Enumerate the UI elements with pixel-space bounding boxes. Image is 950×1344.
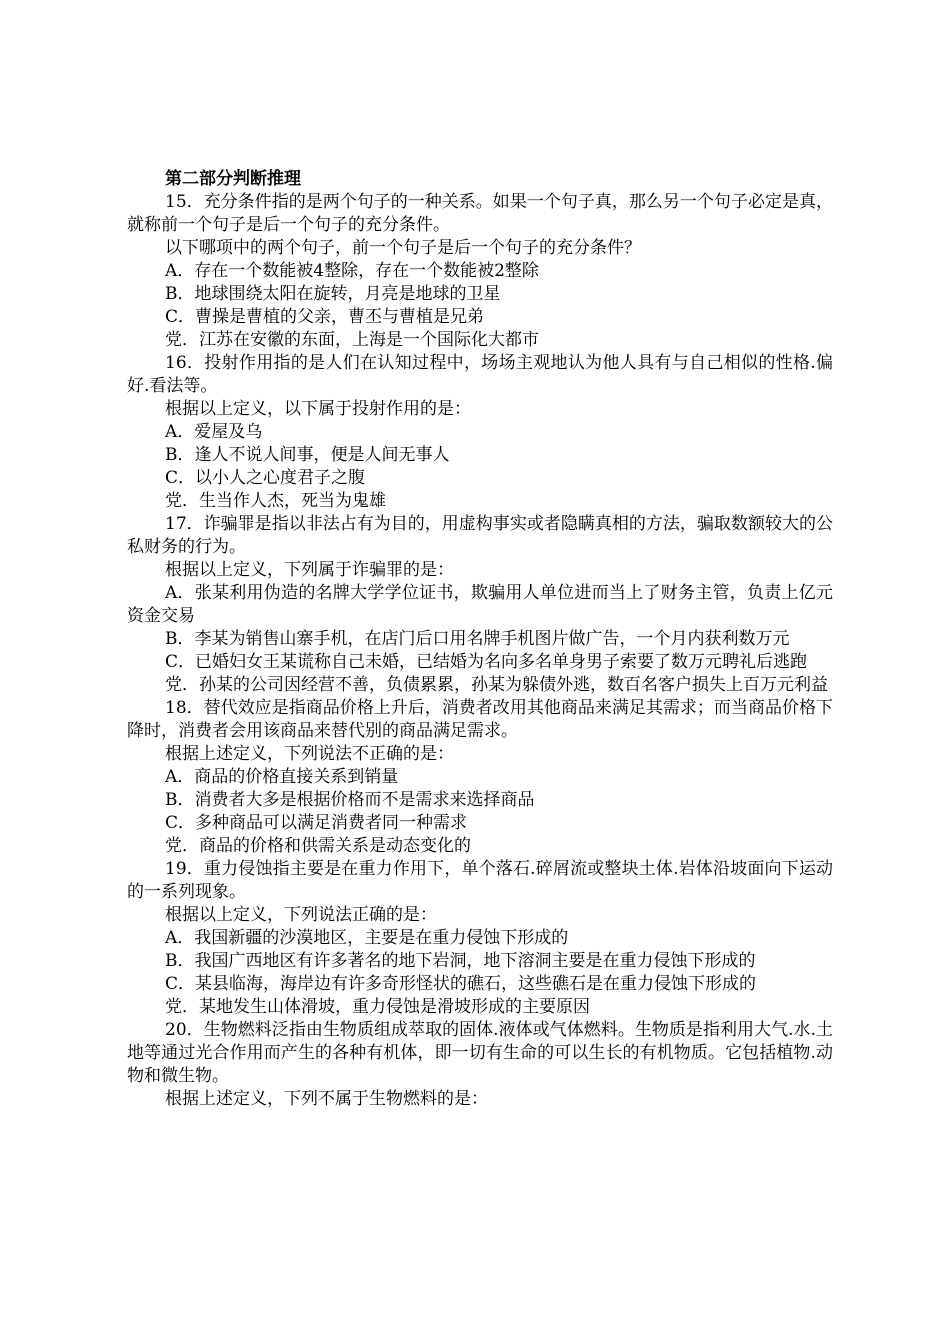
question-prompt: 根据以上定义，下列说法正确的是：: [165, 905, 437, 925]
option-a: A．爱屋及乌: [165, 422, 263, 442]
option-c: C．以小人之心度君子之腹: [165, 468, 366, 488]
option-a: A．商品的价格直接关系到销量: [165, 767, 399, 787]
question-prompt: 根据以上定义，以下属于投射作用的是：: [165, 399, 471, 419]
question-prompt: 根据以上定义，下列属于诈骗罪的是：: [165, 560, 454, 580]
question-stem: 17．诈骗罪是指以非法占有为目的，用虚构事实或者隐瞒真相的方法，骗取数额较大的公私财务的行为。: [127, 514, 833, 557]
question-stem: 20．生物燃料泛指由生物质组成萃取的固体.液体或气体燃料。生物质是指利用大气.水.土地等通过光合作用而产生的各种有机体，即一切有生命的可以生长的有机物质。它包括植物.动物和微生物。: [127, 1020, 833, 1086]
question-stem: 15．充分条件指的是两个句子的一种关系。如果一个句子真，那么另一个句子必定是真，就称前一个句子是后一个句子的充分条件。: [127, 192, 833, 235]
option-d: 党．孙某的公司因经营不善，负债累累，孙某为躲债外逃，数百名客户损失上百万元利益: [165, 675, 828, 695]
section-heading: 第二部分判断推理: [165, 169, 301, 189]
question-20: [127, 1019, 833, 1111]
option-d: 党．江苏在安徽的东面，上海是一个国际化大都市: [165, 330, 539, 350]
option-b: B．李某为销售山寨手机，在店门后口用名牌手机图片做广告，一个月内获利数万元: [165, 629, 790, 649]
question-15: [127, 191, 833, 352]
question-17: [127, 513, 833, 697]
option-b: B．逢人不说人间事，便是人间无事人: [165, 445, 450, 465]
question-prompt: 以下哪项中的两个句子，前一个句子是后一个句子的充分条件？: [165, 238, 641, 258]
question-stem: 18．替代效应是指商品价格上升后，消费者改用其他商品来满足其需求；而当商品价格下降时，消费者会用该商品来替代别的商品满足需求。: [127, 698, 833, 741]
option-b: B．地球围绕太阳在旋转，月亮是地球的卫星: [165, 284, 501, 304]
question-prompt: 根据上述定义，下列说法不正确的是：: [165, 744, 454, 764]
option-c: C．已婚妇女王某谎称自己未婚，已结婚为名向多名单身男子索要了数万元聘礼后逃跑: [165, 652, 808, 672]
option-d: 党．某地发生山体滑坡，重力侵蚀是滑坡形成的主要原因: [165, 997, 590, 1017]
option-d: 党．商品的价格和供需关系是动态变化的: [165, 836, 471, 856]
question-stem: 19．重力侵蚀指主要是在重力作用下，单个落石.碎屑流或整块土体.岩体沿坡面向下运动的一系列现象。: [127, 859, 833, 902]
option-b: B．消费者大多是根据价格而不是需求来选择商品: [165, 790, 535, 810]
option-c: C．曹操是曹植的父亲，曹丕与曹植是兄弟: [165, 307, 485, 327]
option-c: C．多种商品可以满足消费者同一种需求: [165, 813, 468, 833]
option-a: A．我国新疆的沙漠地区，主要是在重力侵蚀下形成的: [165, 928, 569, 948]
question-18: [127, 697, 833, 858]
document-body: [127, 168, 833, 1111]
question-stem: 16．投射作用指的是人们在认知过程中，场场主观地认为他人具有与自己相似的性格.偏好.看法等。: [127, 353, 833, 396]
option-a: A．存在一个数能被4整除，存在一个数能被2整除: [165, 261, 539, 281]
option-d: 党．生当作人杰，死当为鬼雄: [165, 491, 386, 511]
option-c: C．某县临海，海岸边有许多奇形怪状的礁石，这些礁石是在重力侵蚀下形成的: [165, 974, 757, 994]
question-16: [127, 352, 833, 513]
question-19: [127, 858, 833, 1019]
question-prompt: 根据上述定义，下列不属于生物燃料的是：: [165, 1089, 488, 1109]
option-b: B．我国广西地区有许多著名的地下岩洞，地下溶洞主要是在重力侵蚀下形成的: [165, 951, 756, 971]
option-a: A．张某利用伪造的名牌大学学位证书，欺骗用人单位进而当上了财务主管，负责上亿元资金交易: [127, 583, 833, 626]
